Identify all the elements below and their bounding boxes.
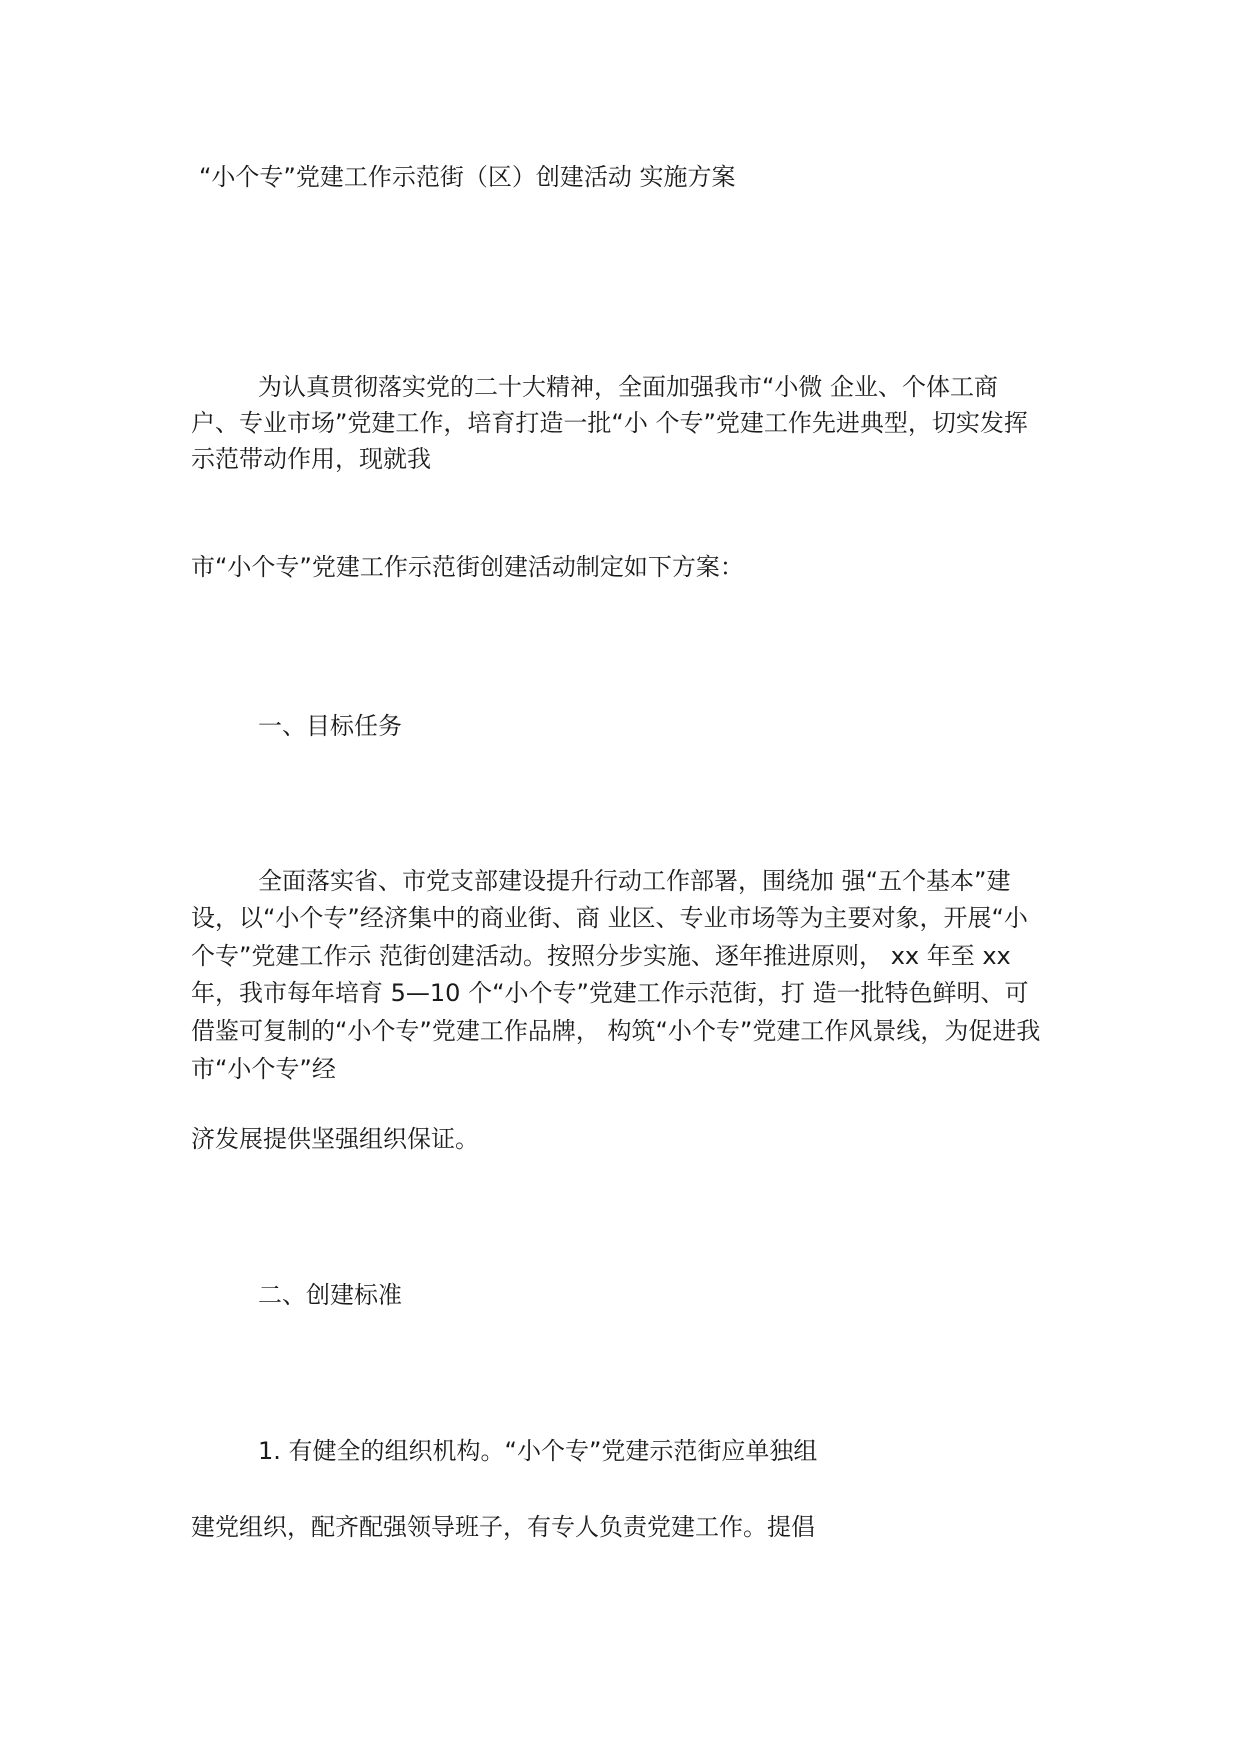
section1-line-2: 设，以“小个专”经济集中的商业街、商 业区、专业市场等为主要对象，开展“小 — [191, 904, 1028, 932]
section1-line-1: 全面落实省、市党支部建设提升行动工作部署，围绕加 强“五个基本”建 — [258, 867, 1011, 895]
intro-line-4: 市“小个专”党建工作示范街创建活动制定如下方案： — [191, 553, 744, 581]
section1-line-5: 借鉴可复制的“小个专”党建工作品牌， 构筑“小个专”党建工作风景线，为促进我 — [191, 1017, 1041, 1045]
section1-line-3: 个专”党建工作示 范街创建活动。按照分步实施、逐年推进原则， xx 年至 xx — [191, 942, 1011, 970]
section-heading-goals: 一、目标任务 — [258, 712, 402, 740]
section2-line-1: 1. 有健全的组织机构。“小个专”党建示范街应单独组 — [258, 1437, 818, 1465]
document-title: “小个专”党建工作示范街（区）创建活动 实施方案 — [199, 163, 736, 191]
intro-line-1: 为认真贯彻落实党的二十大精神，全面加强我市“小微 企业、个体工商 — [258, 373, 999, 401]
section-heading-standards: 二、创建标准 — [258, 1281, 402, 1309]
section1-line-6: 市“小个专”经 — [191, 1055, 336, 1083]
section2-line-2: 建党组织，配齐配强领导班子，有专人负责党建工作。提倡 — [191, 1513, 815, 1541]
intro-line-3: 示范带动作用，现就我 — [191, 445, 431, 473]
intro-line-2: 户、专业市场”党建工作，培育打造一批“小 个专”党建工作先进典型，切实发挥 — [191, 409, 1028, 437]
section1-line-7: 济发展提供坚强组织保证。 — [191, 1125, 479, 1153]
section1-line-4: 年，我市每年培育 5—10 个“小个专”党建工作示范街，打 造一批特色鲜明、可 — [191, 979, 1029, 1007]
